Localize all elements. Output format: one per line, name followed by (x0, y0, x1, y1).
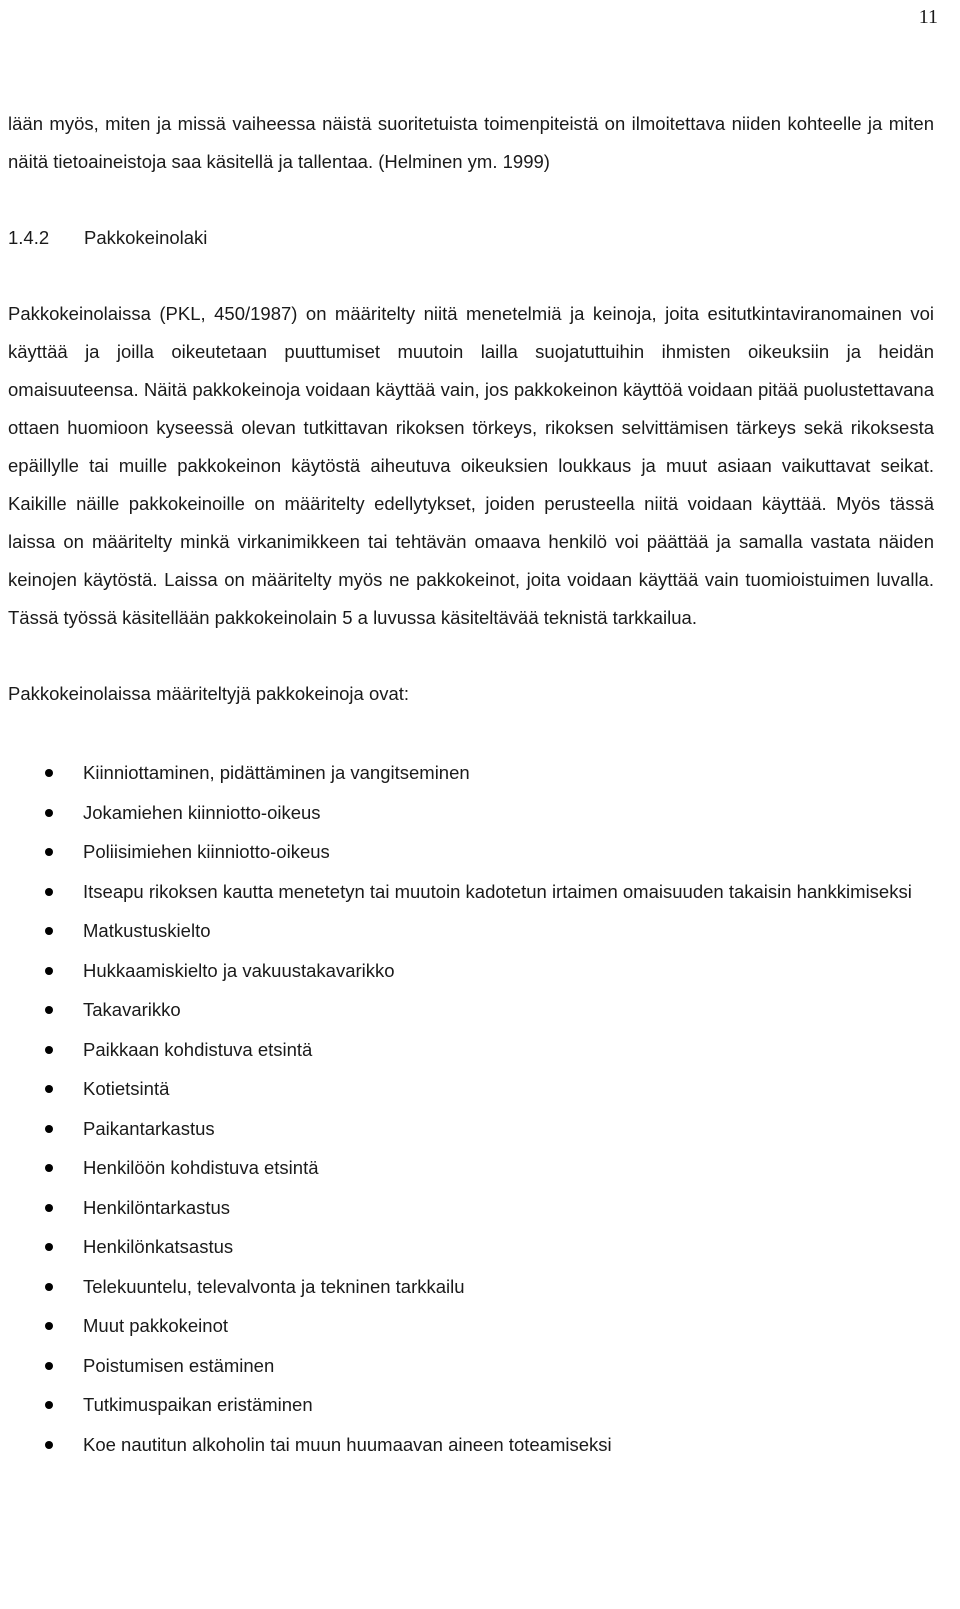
page-number: 11 (918, 6, 938, 28)
bullet-icon (45, 1243, 53, 1251)
bullet-icon (45, 1283, 53, 1291)
list-item (8, 1227, 934, 1267)
bullet-icon (45, 809, 53, 817)
bullet-icon (45, 1085, 53, 1093)
bullet-icon (45, 1322, 53, 1330)
list-item (8, 832, 934, 872)
list-intro: Pakkokeinolaissa määriteltyjä pakkokeinoja ovat: (8, 683, 410, 704)
document-body (8, 105, 934, 1464)
list-item-text: Poistumisen estäminen (83, 1354, 275, 1376)
list-item-text: Takavarikko (83, 999, 181, 1020)
list-item-text: Telekuuntelu, televalvonta ja tekninen tarkkailu (83, 1275, 465, 1297)
paragraph-continuation: lään myös, miten ja missä vaiheessa näistä suoritetuista toimenpiteistä on ilmoitettava niiden kohteelle ja miten näitä tietoaineistoja saa käsitellä ja tallentaa. (Helminen ym. 1999) (8, 113, 934, 172)
coercive-measures-list (8, 753, 934, 1464)
section-number: 1.4.2 (8, 227, 50, 248)
bullet-icon (45, 967, 53, 975)
list-item (8, 793, 934, 833)
section-title: Pakkokeinolaki (84, 227, 208, 248)
list-item-text: Henkilöön kohdistuva etsintä (83, 1157, 319, 1178)
list-item-text: Kotietsintä (83, 1078, 170, 1099)
list-item-text: Paikantarkastus (83, 1117, 215, 1139)
list-item (8, 911, 934, 951)
list-item (8, 1306, 934, 1346)
list-item-text: Henkilönkatsastus (83, 1236, 234, 1257)
bullet-icon (45, 1006, 53, 1014)
list-item (8, 1385, 934, 1425)
list-item (8, 1069, 934, 1109)
list-item-text: Tutkimuspaikan eristäminen (83, 1394, 313, 1415)
list-item-text: Hukkaamiskielto ja vakuustakavarikko (83, 959, 395, 981)
bullet-icon (45, 1164, 53, 1172)
paragraph-pakkokeinolaki: Pakkokeinolaissa (PKL, 450/1987) on määritelty niitä menetelmiä ja keinoja, joita esitutkintaviranomainen voi käyttää ja joilla oikeutetaan puuttumiset muutoin lailla suojatuttuihin ihmisten oikeuksiin ja heidän omaisuuteensa. Näitä pakkokeinoja voidaan käyttää vain, jos pakkokeinon käyttöä voidaan pitää puolustettavana ottaen huomioon kyseessä olevan tutkittavan rikoksen törkeys, rikoksen selvittämisen tärkeys sekä rikoksesta epäillylle tai muille pakkokeinon käytöstä aiheutuva oikeuksien loukkaus ja muut asiaan vaikuttavat seikat. Kaikille näille pakkokeinoille on määritelty edellytykset, joiden perusteella niitä voidaan käyttää. Myös tässä laissa on määritelty minkä virkanimikkeen tai tehtävän omaava henkilö voi päättää ja samalla vastata näiden keinojen käytöstä. Laissa on määritelty myös ne pakkokeinot, joita voidaan käyttää vain tuomioistuimen luvalla. Tässä työssä käsitellään pakkokeinolain 5 a luvussa käsiteltävää teknistä tarkkailua. (8, 303, 934, 628)
list-item-text: Matkustuskielto (83, 920, 211, 941)
bullet-icon (45, 769, 53, 777)
bullet-icon (45, 1401, 53, 1409)
bullet-icon (45, 1204, 53, 1212)
section-heading (8, 219, 934, 257)
list-item (8, 1346, 934, 1386)
list-item-text: Itseapu rikoksen kautta menetetyn tai muutoin kadotetun irtaimen omaisuuden takaisin hankkimiseksi (83, 880, 912, 902)
list-item-text: Muut pakkokeinot (83, 1315, 229, 1336)
list-item-text: Poliisimiehen kiinniotto-oikeus (83, 841, 330, 862)
bullet-icon (45, 1441, 53, 1449)
list-item (8, 1267, 934, 1307)
list-item-text: Jokamiehen kiinniotto-oikeus (83, 801, 321, 823)
bullet-icon (45, 888, 53, 896)
list-item-text: Henkilöntarkastus (83, 1196, 231, 1218)
list-item (8, 1148, 934, 1188)
list-item-text: Kiinniottaminen, pidättäminen ja vangitseminen (83, 762, 470, 783)
bullet-icon (45, 1125, 53, 1133)
list-item-text: Koe nautitun alkoholin tai muun huumaavan aineen toteamiseksi (83, 1433, 612, 1455)
bullet-icon (45, 848, 53, 856)
list-item (8, 872, 934, 912)
list-item (8, 1109, 934, 1149)
list-item (8, 951, 934, 991)
bullet-icon (45, 1046, 53, 1054)
list-item (8, 1030, 934, 1070)
list-item-text: Paikkaan kohdistuva etsintä (83, 1038, 313, 1060)
list-item (8, 990, 934, 1030)
list-item (8, 1188, 934, 1228)
bullet-icon (45, 1362, 53, 1370)
list-item (8, 753, 934, 793)
list-item (8, 1425, 934, 1465)
bullet-icon (45, 927, 53, 935)
